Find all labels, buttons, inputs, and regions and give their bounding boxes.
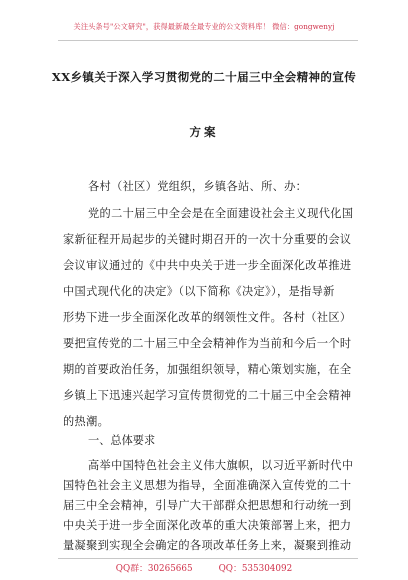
header-divider [58, 40, 358, 41]
paragraph-line: 国特色社会主义思想为指导，全面准确深入宣传党的二十 [63, 479, 352, 492]
paragraph-line: 会议审议通过的《中共中央关于进一步全面深化改革推进 [63, 259, 352, 272]
paragraph-line: 要把宣传党的二十届三中全会精神作为当前和今后一个时 [63, 337, 352, 350]
paragraph-line: 中央关于进一步全面深化改革的重大决策部署上来，把力 [63, 519, 352, 532]
paragraph-line: 党的二十届三中全会是在全面建设社会主义现代化国 [88, 207, 354, 220]
footer-contact [0, 563, 408, 575]
paragraph-line: 中国式现代化的决定》（以下简称《决定》），是指导新 [63, 285, 335, 298]
paragraph-line: 量凝聚到实现全会确定的各项改革任务上来，凝聚到推动 [63, 539, 352, 552]
section-heading: 一、总体要求 [88, 434, 156, 447]
footer-qq: QQ：535304092 [218, 564, 293, 574]
header-banner: 关注头条号"公文研究"，获得最新最全最专业的公文资料库！ 微信：gongwenyj [73, 22, 335, 31]
paragraph-line: 高举中国特色社会主义伟大旗帜，以习近平新时代中 [88, 459, 354, 472]
paragraph-line: 形势下进一步全面深化改革的纲领性文件。各村（社区） [63, 311, 352, 324]
paragraph-line: 期的首要政治任务，加强组织领导，精心策划实施，在全 [63, 363, 352, 376]
paragraph-line: 家新征程开局起步的关键时期召开的一次十分重要的会议 [63, 233, 352, 246]
document-title-line1: XX乡镇关于深入学习贯彻党的二十届三中全会精神的宣传 [51, 70, 357, 84]
salutation: 各村（社区）党组织，乡镇各站、所、办： [88, 180, 308, 193]
paragraph-line: 乡镇上下迅速兴起学习宣传贯彻党的二十届三中全会精神 [63, 389, 352, 402]
paragraph-line: 的热潮。 [63, 415, 110, 428]
document-title-line2: 方案 [189, 125, 219, 139]
footer-divider [58, 558, 358, 559]
footer-qq-group: QQ群：30265665 [115, 564, 193, 574]
paragraph-line: 届三中全会精神，引导广大干部群众把思想和行动统一到 [63, 499, 352, 512]
